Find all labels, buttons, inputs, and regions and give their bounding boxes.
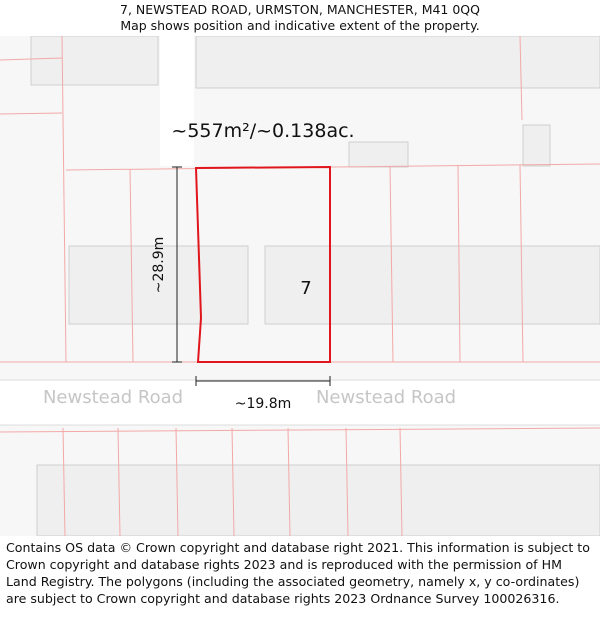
road-label-left: Newstead Road: [42, 387, 184, 408]
building: [523, 125, 550, 166]
map-svg: [0, 36, 600, 536]
map-subtitle: Map shows position and indicative extent of the property.: [120, 18, 480, 33]
building: [31, 36, 158, 85]
map-header: [0, 0, 600, 38]
area-label: ~557m²/~0.138ac.: [171, 120, 355, 142]
side-street: [160, 36, 194, 166]
building: [196, 36, 600, 88]
building: [37, 465, 600, 536]
road-label-right: Newstead Road: [315, 387, 457, 408]
building: [349, 142, 408, 167]
map-canvas[interactable]: [0, 36, 600, 536]
plot-number: 7: [300, 278, 312, 299]
property-address: 7, NEWSTEAD ROAD, URMSTON, MANCHESTER, M41 0QQ: [120, 2, 480, 17]
building: [265, 246, 600, 324]
copyright-notice: Contains OS data © Crown copyright and database right 2021. This information is subject to Crown copyright and database rights 2023 and is reproduced with the permission of HM Land Registry. The polygons (including the associated geometry, namely x, y co-ordinates) are subject to Crown copyright and database rights 2023 Ordnance Survey 100026316.: [6, 540, 590, 606]
width-label: ~19.8m: [234, 396, 292, 412]
height-label: ~28.9m: [151, 236, 167, 294]
